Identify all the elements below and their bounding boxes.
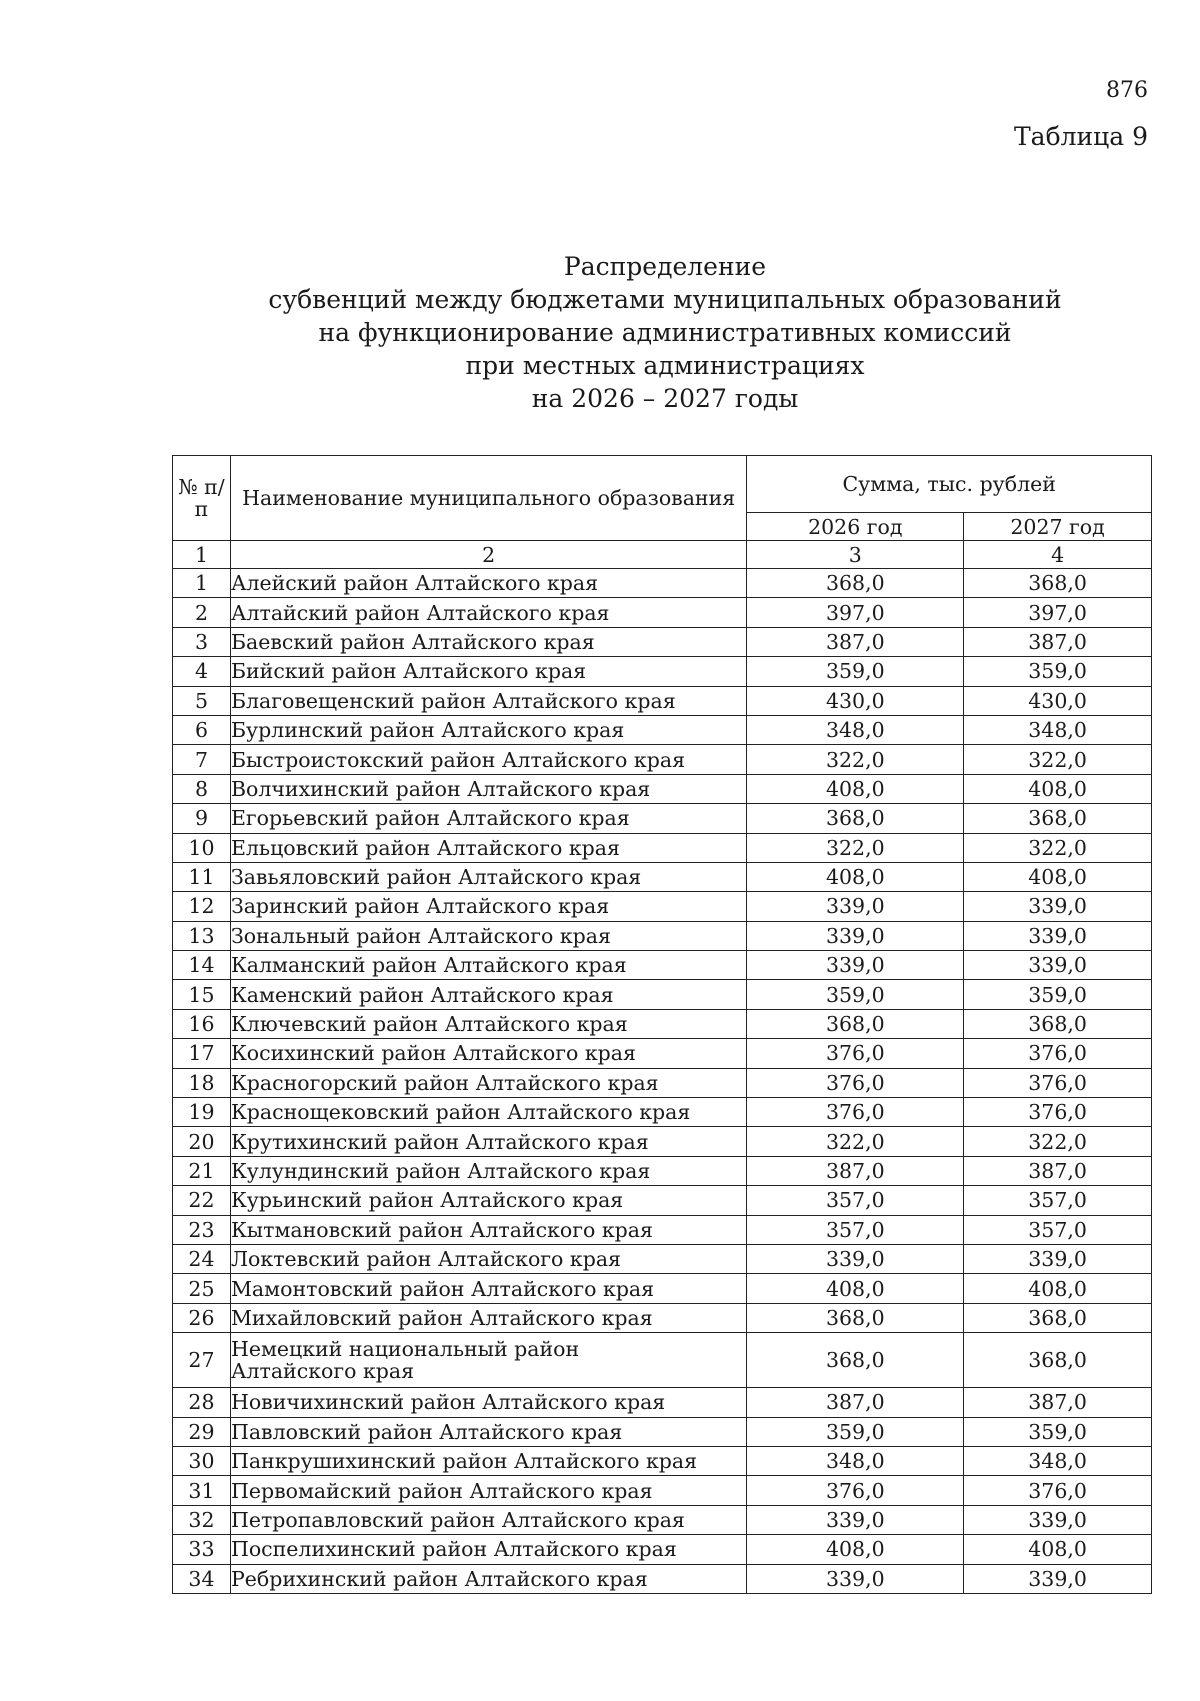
- municipality-name: Алтайский район Алтайского края: [230, 598, 747, 627]
- amount-2026: 339,0: [747, 1564, 964, 1593]
- municipality-name: Зональный район Алтайского края: [230, 921, 747, 950]
- amount-2026: 359,0: [747, 980, 964, 1009]
- table-row: [173, 627, 1152, 656]
- amount-2026: 376,0: [747, 1068, 964, 1097]
- table-row: [173, 1564, 1152, 1593]
- document-title: [200, 250, 1130, 415]
- municipality-name: Мамонтовский район Алтайского края: [230, 1274, 747, 1303]
- column-index: 1: [173, 541, 231, 569]
- municipality-name: Косихинский район Алтайского края: [230, 1039, 747, 1068]
- amount-2027: 322,0: [964, 1127, 1152, 1156]
- municipality-name: Михайловский район Алтайского края: [230, 1303, 747, 1332]
- table-row: [173, 657, 1152, 686]
- amount-2027: 368,0: [964, 569, 1152, 598]
- table-row: [173, 1505, 1152, 1534]
- amount-2026: 357,0: [747, 1186, 964, 1215]
- row-number: 8: [173, 774, 231, 803]
- row-number: 5: [173, 686, 231, 715]
- table-row: [173, 1417, 1152, 1446]
- header-year-2026: 2026 год: [747, 513, 964, 541]
- municipality-name: Поспелихинский район Алтайского края: [230, 1535, 747, 1564]
- municipality-name: Красногорский район Алтайского края: [230, 1068, 747, 1097]
- table-row: [173, 569, 1152, 598]
- amount-2027: 339,0: [964, 1564, 1152, 1593]
- amount-2027: 368,0: [964, 1009, 1152, 1038]
- header-name: Наименование муниципального образования: [230, 456, 747, 541]
- row-number: 15: [173, 980, 231, 1009]
- row-number: 14: [173, 951, 231, 980]
- distribution-table: [172, 455, 1152, 1594]
- table-row: [173, 1039, 1152, 1068]
- table-row: [173, 1068, 1152, 1097]
- row-number: 26: [173, 1303, 231, 1332]
- municipality-name: Панкрушихинский район Алтайского края: [230, 1446, 747, 1475]
- amount-2027: 339,0: [964, 1244, 1152, 1273]
- row-number: 20: [173, 1127, 231, 1156]
- table-row: [173, 1333, 1152, 1388]
- municipality-name: Благовещенский район Алтайского края: [230, 686, 747, 715]
- table-row: [173, 686, 1152, 715]
- table-label: Таблица 9: [1013, 122, 1148, 151]
- column-index: 4: [964, 541, 1152, 569]
- header-num: № п/п: [173, 456, 231, 541]
- table-row: [173, 1535, 1152, 1564]
- amount-2026: 430,0: [747, 686, 964, 715]
- title-line: на функционирование административных комиссий: [318, 318, 1012, 347]
- table-body: [173, 569, 1152, 1594]
- table-row: [173, 1476, 1152, 1505]
- row-number: 10: [173, 833, 231, 862]
- municipality-name: Ельцовский район Алтайского края: [230, 833, 747, 862]
- row-number: 17: [173, 1039, 231, 1068]
- title-line: на 2026 – 2027 годы: [531, 384, 799, 413]
- row-number: 13: [173, 921, 231, 950]
- page-number: 876: [1106, 78, 1148, 103]
- table-row: [173, 1244, 1152, 1273]
- amount-2027: 376,0: [964, 1476, 1152, 1505]
- municipality-name: Быстроистокский район Алтайского края: [230, 745, 747, 774]
- amount-2026: 339,0: [747, 892, 964, 921]
- municipality-name: Первомайский район Алтайского края: [230, 1476, 747, 1505]
- amount-2026: 387,0: [747, 627, 964, 656]
- amount-2027: 368,0: [964, 1303, 1152, 1332]
- table-row: [173, 1009, 1152, 1038]
- municipality-name: Алейский район Алтайского края: [230, 569, 747, 598]
- amount-2026: 368,0: [747, 1009, 964, 1038]
- municipality-name: Петропавловский район Алтайского края: [230, 1505, 747, 1534]
- municipality-name: Новичихинский район Алтайского края: [230, 1388, 747, 1417]
- table-row: [173, 745, 1152, 774]
- row-number: 2: [173, 598, 231, 627]
- amount-2026: 322,0: [747, 833, 964, 862]
- amount-2026: 368,0: [747, 804, 964, 833]
- amount-2027: 339,0: [964, 892, 1152, 921]
- municipality-name: Каменский район Алтайского края: [230, 980, 747, 1009]
- amount-2027: 376,0: [964, 1039, 1152, 1068]
- amount-2026: 368,0: [747, 1303, 964, 1332]
- amount-2026: 408,0: [747, 862, 964, 891]
- municipality-name: Заринский район Алтайского края: [230, 892, 747, 921]
- table-row: [173, 774, 1152, 803]
- table-row: [173, 1098, 1152, 1127]
- amount-2026: 408,0: [747, 774, 964, 803]
- amount-2027: 368,0: [964, 804, 1152, 833]
- amount-2027: 357,0: [964, 1186, 1152, 1215]
- municipality-name: Ключевский район Алтайского края: [230, 1009, 747, 1038]
- header-year-2027: 2027 год: [964, 513, 1152, 541]
- amount-2027: 359,0: [964, 980, 1152, 1009]
- municipality-name: Завьяловский район Алтайского края: [230, 862, 747, 891]
- table-row: [173, 951, 1152, 980]
- table-row: [173, 1156, 1152, 1185]
- amount-2027: 408,0: [964, 862, 1152, 891]
- amount-2026: 376,0: [747, 1476, 964, 1505]
- municipality-name: Калманский район Алтайского края: [230, 951, 747, 980]
- amount-2026: 387,0: [747, 1156, 964, 1185]
- row-number: 31: [173, 1476, 231, 1505]
- column-index: 2: [230, 541, 747, 569]
- amount-2026: 339,0: [747, 1505, 964, 1534]
- municipality-name: Локтевский район Алтайского края: [230, 1244, 747, 1273]
- table-row: [173, 1303, 1152, 1332]
- amount-2027: 430,0: [964, 686, 1152, 715]
- row-number: 3: [173, 627, 231, 656]
- row-number: 25: [173, 1274, 231, 1303]
- column-index: 3: [747, 541, 964, 569]
- table-row: [173, 1215, 1152, 1244]
- table-row: [173, 980, 1152, 1009]
- table-row: [173, 804, 1152, 833]
- table-row: [173, 862, 1152, 891]
- amount-2026: 408,0: [747, 1535, 964, 1564]
- row-number: 32: [173, 1505, 231, 1534]
- amount-2026: 359,0: [747, 657, 964, 686]
- municipality-name: Немецкий национальный район Алтайского края: [230, 1333, 747, 1388]
- amount-2027: 376,0: [964, 1068, 1152, 1097]
- municipality-name: Баевский район Алтайского края: [230, 627, 747, 656]
- row-number: 12: [173, 892, 231, 921]
- table-row: [173, 715, 1152, 744]
- amount-2026: 322,0: [747, 745, 964, 774]
- table-row: [173, 921, 1152, 950]
- title-line: при местных администрациях: [465, 351, 865, 380]
- amount-2026: 339,0: [747, 921, 964, 950]
- table-row: [173, 598, 1152, 627]
- municipality-name: Павловский район Алтайского края: [230, 1417, 747, 1446]
- table-row: [173, 1186, 1152, 1215]
- amount-2027: 408,0: [964, 1535, 1152, 1564]
- municipality-name: Волчихинский район Алтайского края: [230, 774, 747, 803]
- row-number: 34: [173, 1564, 231, 1593]
- amount-2026: 339,0: [747, 951, 964, 980]
- amount-2026: 359,0: [747, 1417, 964, 1446]
- amount-2027: 387,0: [964, 627, 1152, 656]
- municipality-name: Крутихинский район Алтайского края: [230, 1127, 747, 1156]
- municipality-name: Курьинский район Алтайского края: [230, 1186, 747, 1215]
- municipality-name: Ребрихинский район Алтайского края: [230, 1564, 747, 1593]
- row-number: 11: [173, 862, 231, 891]
- amount-2026: 322,0: [747, 1127, 964, 1156]
- table-row: [173, 892, 1152, 921]
- row-number: 4: [173, 657, 231, 686]
- amount-2027: 357,0: [964, 1215, 1152, 1244]
- row-number: 33: [173, 1535, 231, 1564]
- table-row: [173, 833, 1152, 862]
- municipality-name: Бийский район Алтайского края: [230, 657, 747, 686]
- amount-2027: 339,0: [964, 1505, 1152, 1534]
- row-number: 30: [173, 1446, 231, 1475]
- amount-2026: 339,0: [747, 1244, 964, 1273]
- amount-2027: 376,0: [964, 1098, 1152, 1127]
- row-number: 28: [173, 1388, 231, 1417]
- amount-2026: 397,0: [747, 598, 964, 627]
- amount-2027: 339,0: [964, 921, 1152, 950]
- row-number: 6: [173, 715, 231, 744]
- amount-2026: 387,0: [747, 1388, 964, 1417]
- row-number: 29: [173, 1417, 231, 1446]
- amount-2027: 348,0: [964, 715, 1152, 744]
- row-number: 22: [173, 1186, 231, 1215]
- amount-2026: 368,0: [747, 1333, 964, 1388]
- amount-2026: 348,0: [747, 1446, 964, 1475]
- municipality-name: Егорьевский район Алтайского края: [230, 804, 747, 833]
- amount-2027: 322,0: [964, 745, 1152, 774]
- title-line: Распределение: [563, 252, 767, 281]
- row-number: 9: [173, 804, 231, 833]
- row-number: 21: [173, 1156, 231, 1185]
- table-row: [173, 1446, 1152, 1475]
- amount-2027: 408,0: [964, 774, 1152, 803]
- amount-2027: 397,0: [964, 598, 1152, 627]
- table-row: [173, 1127, 1152, 1156]
- row-number: 7: [173, 745, 231, 774]
- amount-2026: 376,0: [747, 1098, 964, 1127]
- table-row: [173, 1388, 1152, 1417]
- amount-2027: 387,0: [964, 1156, 1152, 1185]
- municipality-name: Краснощековский район Алтайского края: [230, 1098, 747, 1127]
- municipality-name: Кытмановский район Алтайского края: [230, 1215, 747, 1244]
- amount-2027: 339,0: [964, 951, 1152, 980]
- row-number: 27: [173, 1333, 231, 1388]
- row-number: 23: [173, 1215, 231, 1244]
- amount-2027: 408,0: [964, 1274, 1152, 1303]
- title-line: субвенций между бюджетами муниципальных образований: [268, 285, 1062, 314]
- header-sum: Сумма, тыс. рублей: [747, 456, 1152, 513]
- table-row: [173, 1274, 1152, 1303]
- amount-2026: 357,0: [747, 1215, 964, 1244]
- amount-2027: 348,0: [964, 1446, 1152, 1475]
- amount-2027: 359,0: [964, 1417, 1152, 1446]
- row-number: 18: [173, 1068, 231, 1097]
- amount-2027: 322,0: [964, 833, 1152, 862]
- amount-2026: 376,0: [747, 1039, 964, 1068]
- amount-2026: 348,0: [747, 715, 964, 744]
- amount-2027: 359,0: [964, 657, 1152, 686]
- row-number: 16: [173, 1009, 231, 1038]
- amount-2027: 387,0: [964, 1388, 1152, 1417]
- municipality-name: Кулундинский район Алтайского края: [230, 1156, 747, 1185]
- row-number: 1: [173, 569, 231, 598]
- row-number: 24: [173, 1244, 231, 1273]
- amount-2027: 368,0: [964, 1333, 1152, 1388]
- amount-2026: 408,0: [747, 1274, 964, 1303]
- amount-2026: 368,0: [747, 569, 964, 598]
- row-number: 19: [173, 1098, 231, 1127]
- municipality-name: Бурлинский район Алтайского края: [230, 715, 747, 744]
